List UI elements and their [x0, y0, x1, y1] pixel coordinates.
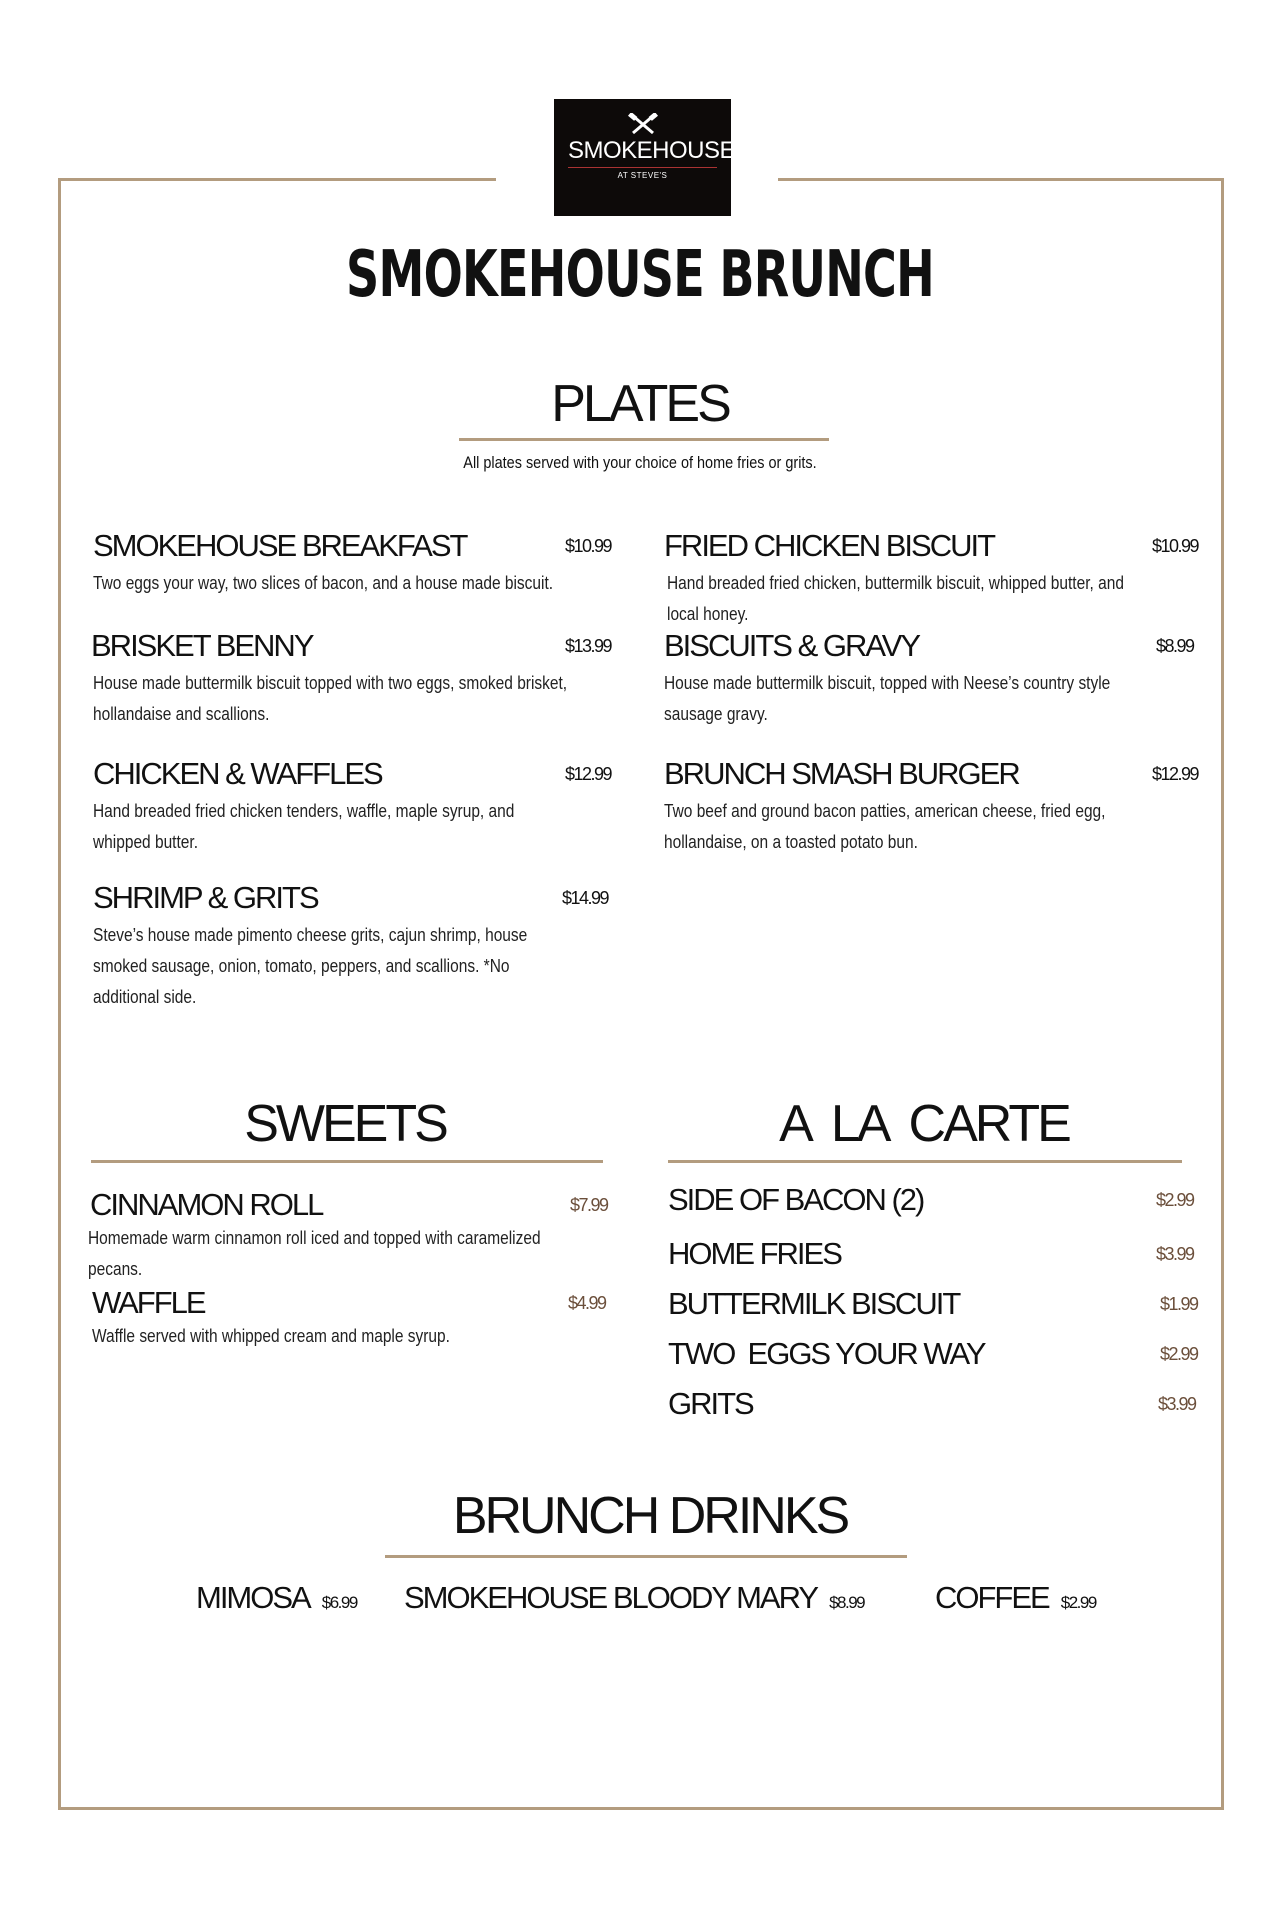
drink-name: SMOKEHOUSE BLOODY MARY — [404, 1580, 818, 1615]
item-name: CINNAMON ROLL — [90, 1187, 323, 1222]
item-name: BRISKET BENNY — [91, 628, 313, 663]
item-name: SHRIMP & GRITS — [93, 880, 318, 915]
sweets-heading: SWEETS — [244, 1095, 446, 1153]
item-name: WAFFLE — [92, 1285, 205, 1320]
plates-rule — [459, 438, 829, 441]
item-price: $12.99 — [1152, 764, 1199, 784]
item-description: Waffle served with whipped cream and maple syrup. — [92, 1326, 450, 1346]
item-price: $3.99 — [1158, 1394, 1196, 1414]
item-price: $1.99 — [1160, 1294, 1198, 1314]
item-price: $8.99 — [1156, 636, 1194, 656]
item-description: Hand breaded fried chicken, buttermilk biscuit, whipped butter, and local honey. — [667, 573, 1124, 624]
item-name: FRIED CHICKEN BISCUIT — [664, 528, 995, 563]
logo-wordmark: SMOKEHOUSE — [568, 137, 717, 168]
item-description: Two eggs your way, two slices of bacon, and a house made biscuit. — [93, 573, 554, 593]
brunch-drinks-heading: BRUNCH DRINKS — [452, 1487, 848, 1545]
drink-price: $2.99 — [1060, 1593, 1096, 1612]
brunch-drinks-rule — [385, 1555, 907, 1558]
menu-title: SMOKEHOUSE BRUNCH — [346, 238, 934, 312]
item-description: Homemade warm cinnamon roll iced and topped with caramelized pecans. — [88, 1228, 541, 1279]
logo-subtitle: AT STEVE'S — [617, 171, 668, 180]
drink-price: $8.99 — [829, 1593, 865, 1612]
item-name: SIDE OF BACON (2) — [668, 1182, 924, 1217]
item-description: House made buttermilk biscuit, topped with Neese’s country style sausage gravy. — [664, 673, 1111, 724]
plates-heading: PLATES — [551, 375, 729, 433]
item-price: $7.99 — [570, 1195, 608, 1215]
item-name: HOME FRIES — [668, 1236, 841, 1271]
plates-note: All plates served with your choice of home fries or grits. — [463, 453, 817, 472]
item-description: Steve’s house made pimento cheese grits, cajun shrimp, house smoked sausage, onion, tomato, peppers, and scallions. *No additional side. — [93, 925, 528, 1007]
drink-item — [404, 1580, 864, 1616]
item-description: House made buttermilk biscuit topped with two eggs, smoked brisket, hollandaise and scallions. — [93, 673, 568, 724]
item-name: TWO EGGS YOUR WAY — [668, 1336, 985, 1371]
smokehouse-logo — [554, 99, 736, 216]
item-name: BISCUITS & GRAVY — [664, 628, 920, 663]
drink-price: $6.99 — [321, 1593, 357, 1612]
item-name: SMOKEHOUSE BREAKFAST — [93, 528, 467, 563]
a-la-carte-heading: A LA CARTE — [779, 1095, 1069, 1153]
item-name: CHICKEN & WAFFLES — [93, 756, 382, 791]
item-price: $10.99 — [1152, 536, 1199, 556]
drink-name: MIMOSA — [196, 1580, 310, 1615]
item-name: GRITS — [668, 1386, 753, 1421]
item-price: $2.99 — [1156, 1190, 1194, 1210]
item-price: $2.99 — [1160, 1344, 1198, 1364]
item-price: $4.99 — [568, 1293, 606, 1313]
drink-name: COFFEE — [935, 1580, 1049, 1615]
item-price: $12.99 — [565, 764, 612, 784]
item-price: $14.99 — [562, 888, 609, 908]
item-description: Two beef and ground bacon patties, american cheese, fried egg, hollandaise, on a toasted potato bun. — [664, 801, 1106, 852]
crossed-cleavers-icon — [626, 113, 660, 135]
item-price: $3.99 — [1156, 1244, 1194, 1264]
drink-item — [935, 1580, 1096, 1616]
item-description: Hand breaded fried chicken tenders, waffle, maple syrup, and whipped butter. — [93, 801, 515, 852]
item-price: $10.99 — [565, 536, 612, 556]
sweets-rule — [91, 1160, 603, 1163]
item-name: BRUNCH SMASH BURGER — [664, 756, 1019, 791]
drink-item — [196, 1580, 357, 1616]
a-la-carte-rule — [668, 1160, 1182, 1163]
item-price: $13.99 — [565, 636, 612, 656]
item-name: BUTTERMILK BISCUIT — [668, 1286, 960, 1321]
